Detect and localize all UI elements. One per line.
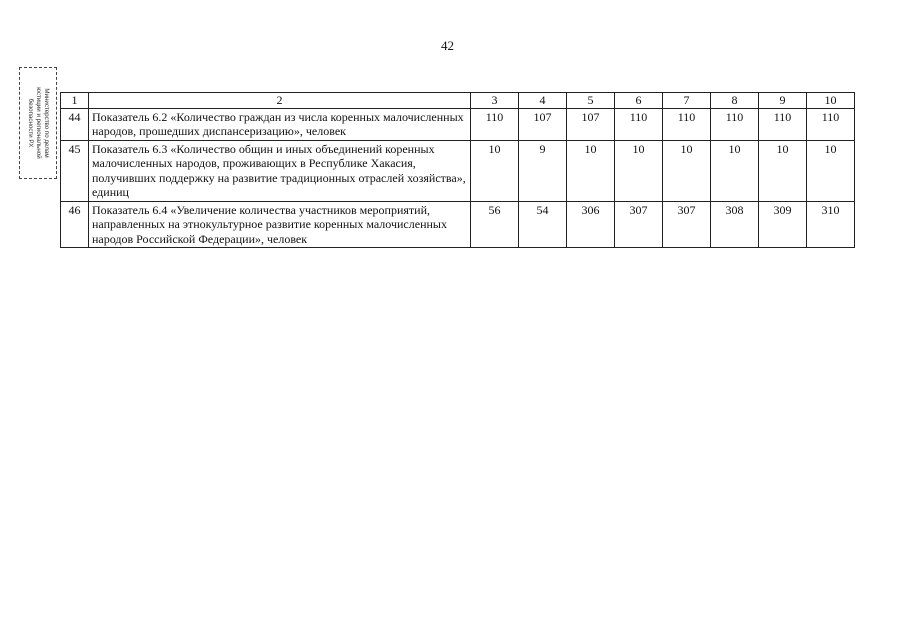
value-cell: 308 bbox=[711, 201, 759, 248]
column-header: 1 bbox=[61, 93, 89, 109]
row-number: 46 bbox=[61, 201, 89, 248]
value-cell: 110 bbox=[663, 108, 711, 140]
page-number: 42 bbox=[441, 38, 454, 53]
value-cell: 110 bbox=[807, 108, 855, 140]
column-header: 6 bbox=[615, 93, 663, 109]
table-row bbox=[61, 108, 855, 140]
column-header: 2 bbox=[89, 93, 471, 109]
column-header: 3 bbox=[471, 93, 519, 109]
indicator-name: Показатель 6.4 «Увеличение количества участников мероприятий, направленных на этнокультурное развитие коренных малочисленных народов Российской Федерации», человек bbox=[89, 201, 471, 248]
column-header: 10 bbox=[807, 93, 855, 109]
row-number: 44 bbox=[61, 108, 89, 140]
value-cell: 10 bbox=[711, 140, 759, 201]
indicator-name: Показатель 6.3 «Количество общин и иных объединений коренных малочисленных народов, проживающих в Республике Хакасия, получивших поддержку на развитие традиционных отраслей хозяйства», единиц bbox=[89, 140, 471, 201]
column-header: 9 bbox=[759, 93, 807, 109]
registration-stamp bbox=[19, 67, 57, 179]
table-header-row bbox=[61, 93, 855, 109]
stamp-text bbox=[26, 69, 50, 177]
value-cell: 307 bbox=[615, 201, 663, 248]
indicators-table bbox=[60, 92, 855, 248]
value-cell: 10 bbox=[567, 140, 615, 201]
value-cell: 309 bbox=[759, 201, 807, 248]
column-header: 4 bbox=[519, 93, 567, 109]
table-row bbox=[61, 140, 855, 201]
value-cell: 10 bbox=[663, 140, 711, 201]
value-cell: 56 bbox=[471, 201, 519, 248]
value-cell: 310 bbox=[807, 201, 855, 248]
value-cell: 110 bbox=[711, 108, 759, 140]
column-header: 5 bbox=[567, 93, 615, 109]
stamp-line: безопасности РХ bbox=[27, 98, 34, 148]
value-cell: 10 bbox=[759, 140, 807, 201]
value-cell: 10 bbox=[615, 140, 663, 201]
value-cell: 9 bbox=[519, 140, 567, 201]
stamp-line: Министерство по делам bbox=[43, 88, 50, 158]
value-cell: 307 bbox=[663, 201, 711, 248]
column-header: 8 bbox=[711, 93, 759, 109]
value-cell: 10 bbox=[471, 140, 519, 201]
value-cell: 10 bbox=[807, 140, 855, 201]
value-cell: 110 bbox=[471, 108, 519, 140]
column-header: 7 bbox=[663, 93, 711, 109]
value-cell: 110 bbox=[759, 108, 807, 140]
stamp-line: юстиции и региональной bbox=[35, 87, 42, 159]
table-row bbox=[61, 201, 855, 248]
value-cell: 306 bbox=[567, 201, 615, 248]
value-cell: 107 bbox=[567, 108, 615, 140]
value-cell: 110 bbox=[615, 108, 663, 140]
indicator-name: Показатель 6.2 «Количество граждан из числа коренных малочисленных народов, прошедших диспансеризацию», человек bbox=[89, 108, 471, 140]
row-number: 45 bbox=[61, 140, 89, 201]
value-cell: 54 bbox=[519, 201, 567, 248]
value-cell: 107 bbox=[519, 108, 567, 140]
